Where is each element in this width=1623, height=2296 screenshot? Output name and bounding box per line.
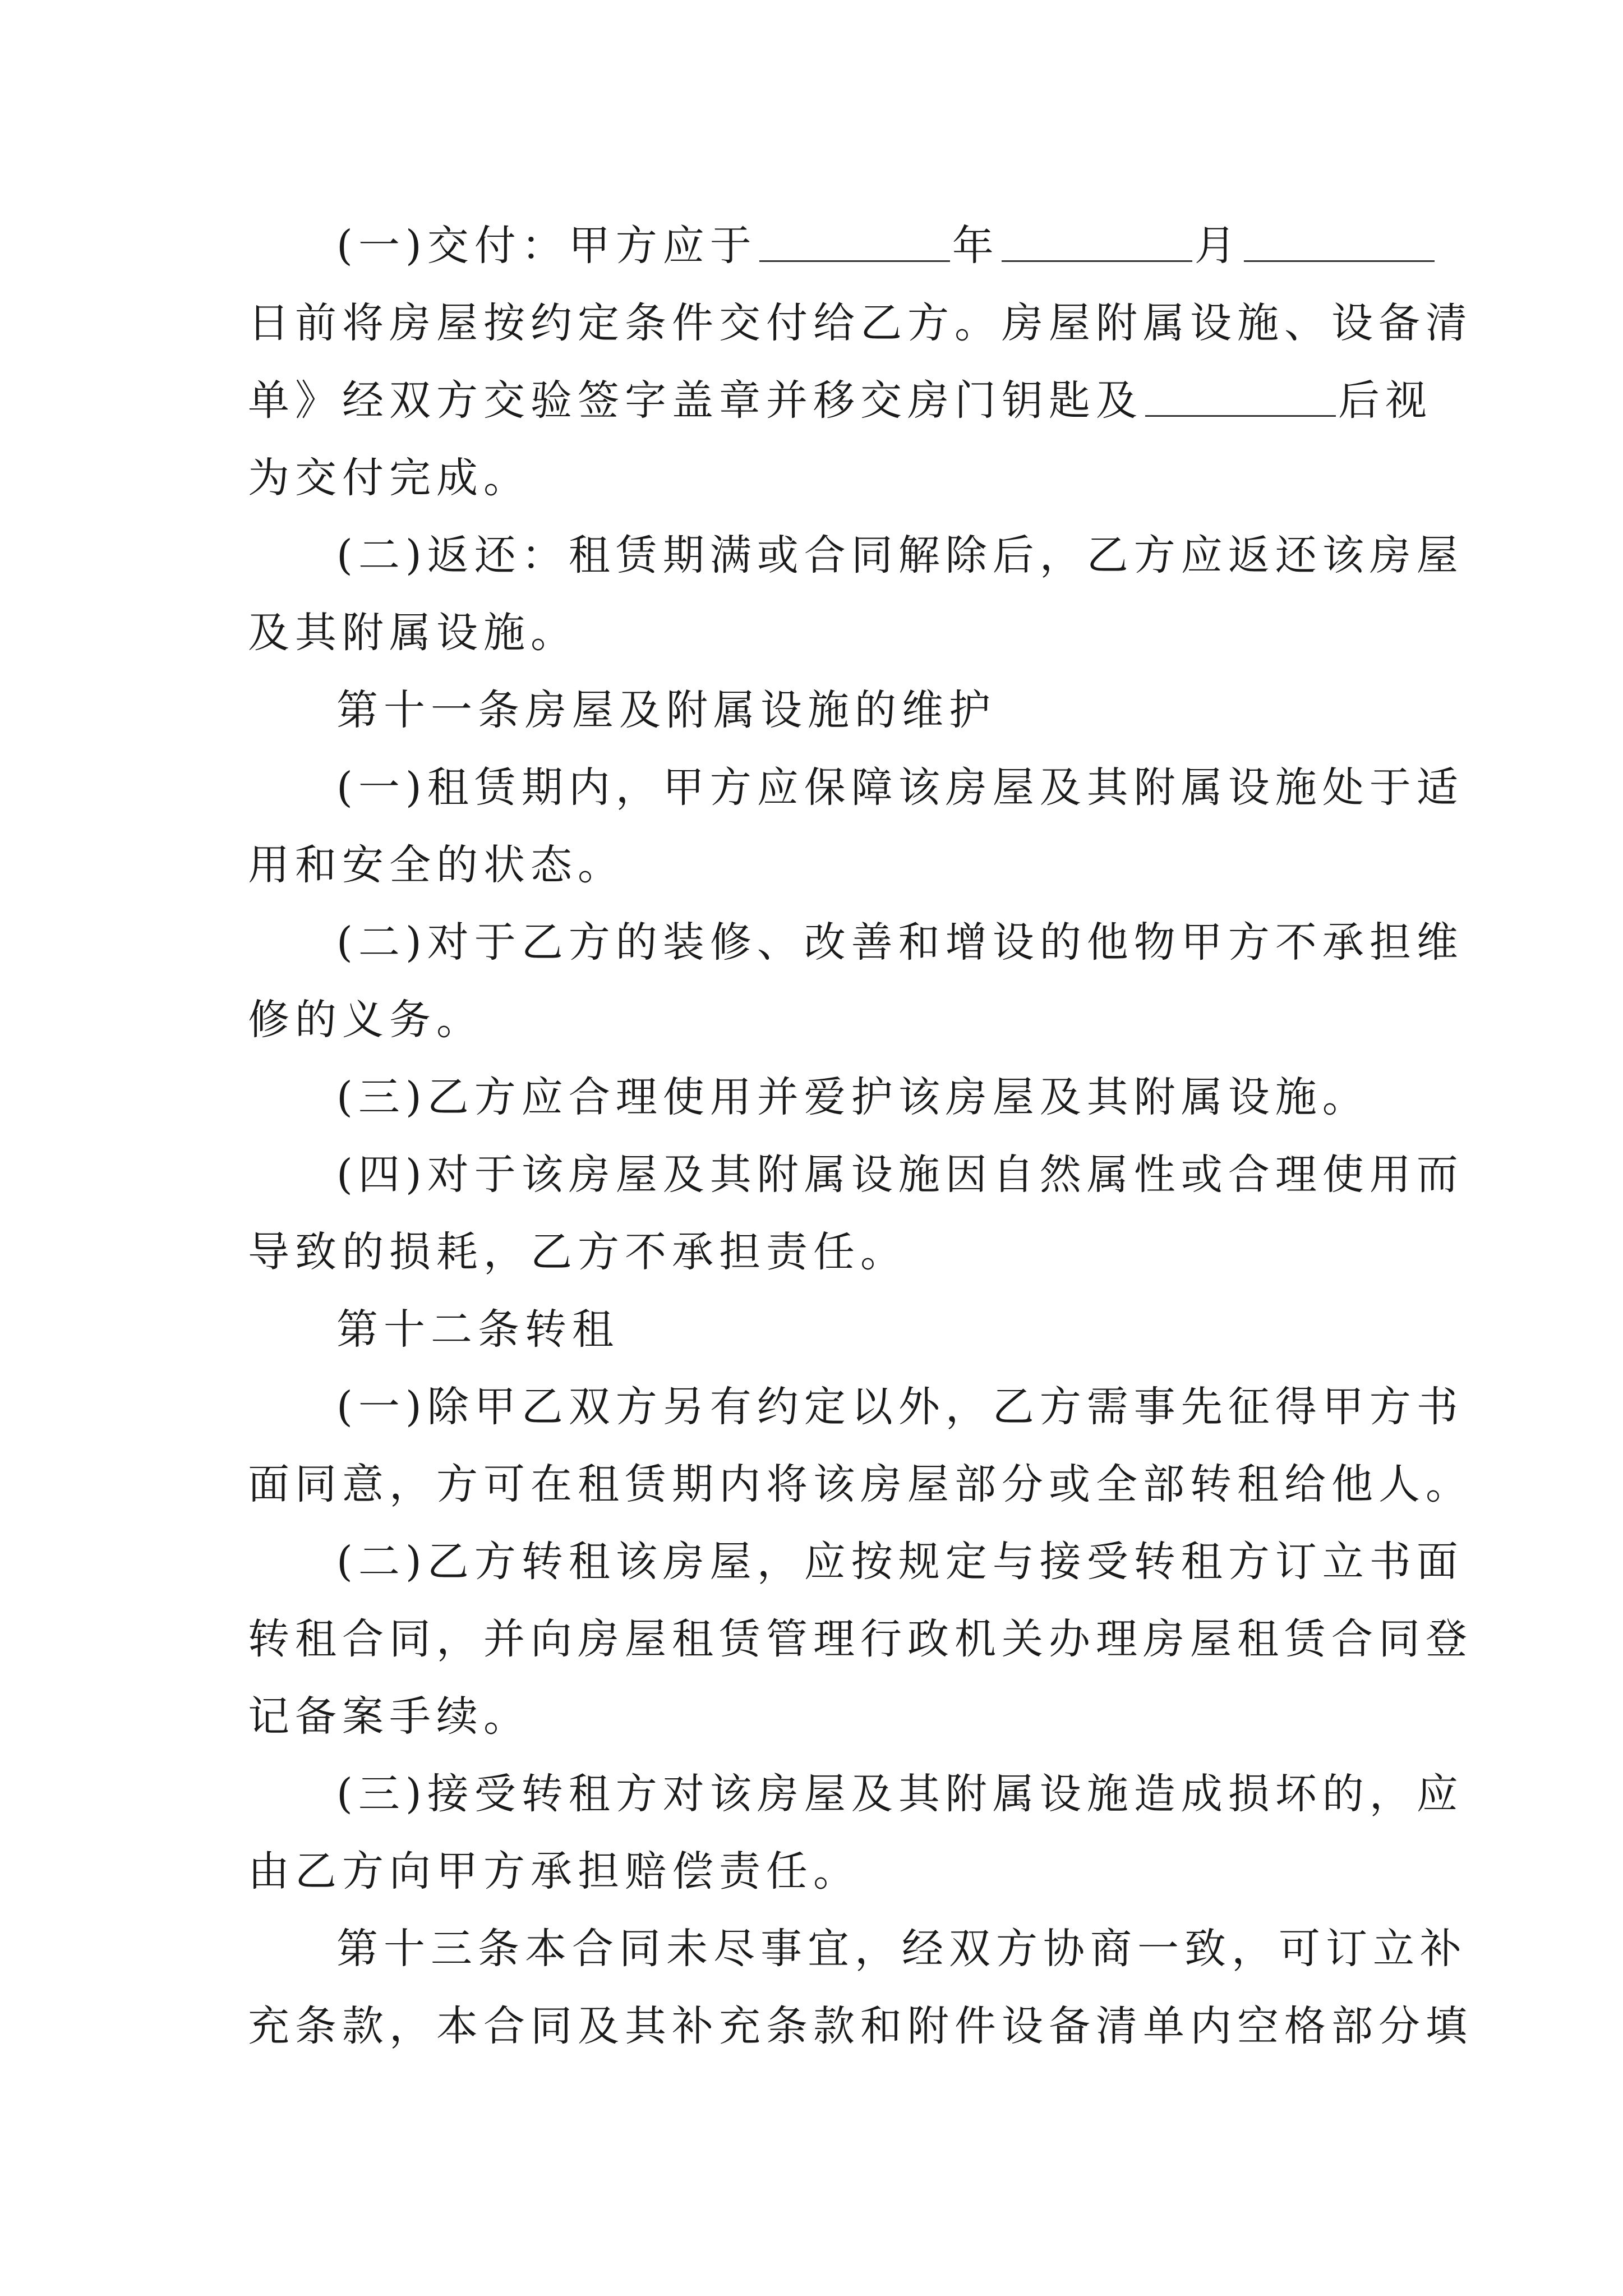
paragraph-line: (二)对于乙方的装修、改善和增设的他物甲方不承担维 [336, 918, 1464, 967]
paragraph-line: 面同意，方可在租赁期内将该房屋部分或全部转租给他人。 [248, 1460, 1473, 1508]
article-heading: 第十一条房屋及附属设施的维护 [336, 686, 996, 734]
paragraph-line: 及其附属设施。 [248, 609, 578, 657]
paragraph-line: (一)除甲乙双方另有约定以外，乙方需事先征得甲方书 [336, 1383, 1464, 1431]
paragraph-line: 充条款，本合同及其补充条款和附件设备清单内空格部分填 [248, 2002, 1473, 2050]
paragraph-line: 转租合同，并向房屋租赁管理行政机关办理房屋租赁合同登 [248, 1615, 1473, 1663]
paragraph-line: 用和安全的状态。 [248, 841, 625, 889]
paragraph-line: 修的义务。 [248, 996, 483, 1044]
delivery-clause-text: (一)交付：甲方应于 [336, 222, 757, 270]
paragraph-line: 第十三条本合同未尽事宜，经双方协商一致，可订立补 [336, 1925, 1467, 1973]
handover-item-blank [1145, 361, 1336, 417]
month-label: 月 [1194, 222, 1242, 270]
paragraph-line: (一)租赁期内，甲方应保障该房屋及其附属设施处于适 [336, 763, 1464, 812]
paragraph-line: 由乙方向甲方承担赔偿责任。 [248, 1847, 860, 1895]
handover-suffix: 后视 [1338, 376, 1432, 425]
year-label: 年 [952, 222, 999, 270]
paragraph-line: (三)乙方应合理使用并爱护该房屋及其附属设施。 [336, 1073, 1370, 1121]
day-blank [1244, 206, 1435, 262]
year-blank [759, 206, 950, 262]
month-blank [1002, 206, 1192, 262]
paragraph-line: 记备案手续。 [248, 1692, 531, 1741]
paragraph-line: 为交付完成。 [248, 454, 531, 502]
paragraph-line: (三)接受转租方对该房屋及其附属设施造成损坏的，应 [336, 1770, 1464, 1818]
paragraph-line: (四)对于该房屋及其附属设施因自然属性或合理使用而 [336, 1151, 1464, 1199]
paragraph-line [336, 206, 1437, 285]
article-heading: 第十二条转租 [336, 1305, 619, 1354]
paragraph-line: 导致的损耗，乙方不承担责任。 [248, 1228, 907, 1276]
paragraph-line: 日前将房屋按约定条件交付给乙方。房屋附属设施、设备清 [248, 299, 1473, 347]
handover-text: 单》经双方交验签字盖章并移交房门钥匙及 [248, 376, 1143, 425]
paragraph-line [248, 361, 1432, 440]
paragraph-line: (二)乙方转租该房屋，应按规定与接受转租方订立书面 [336, 1538, 1464, 1586]
paragraph-line: (二)返还：租赁期满或合同解除后，乙方应返还该房屋 [336, 531, 1464, 579]
